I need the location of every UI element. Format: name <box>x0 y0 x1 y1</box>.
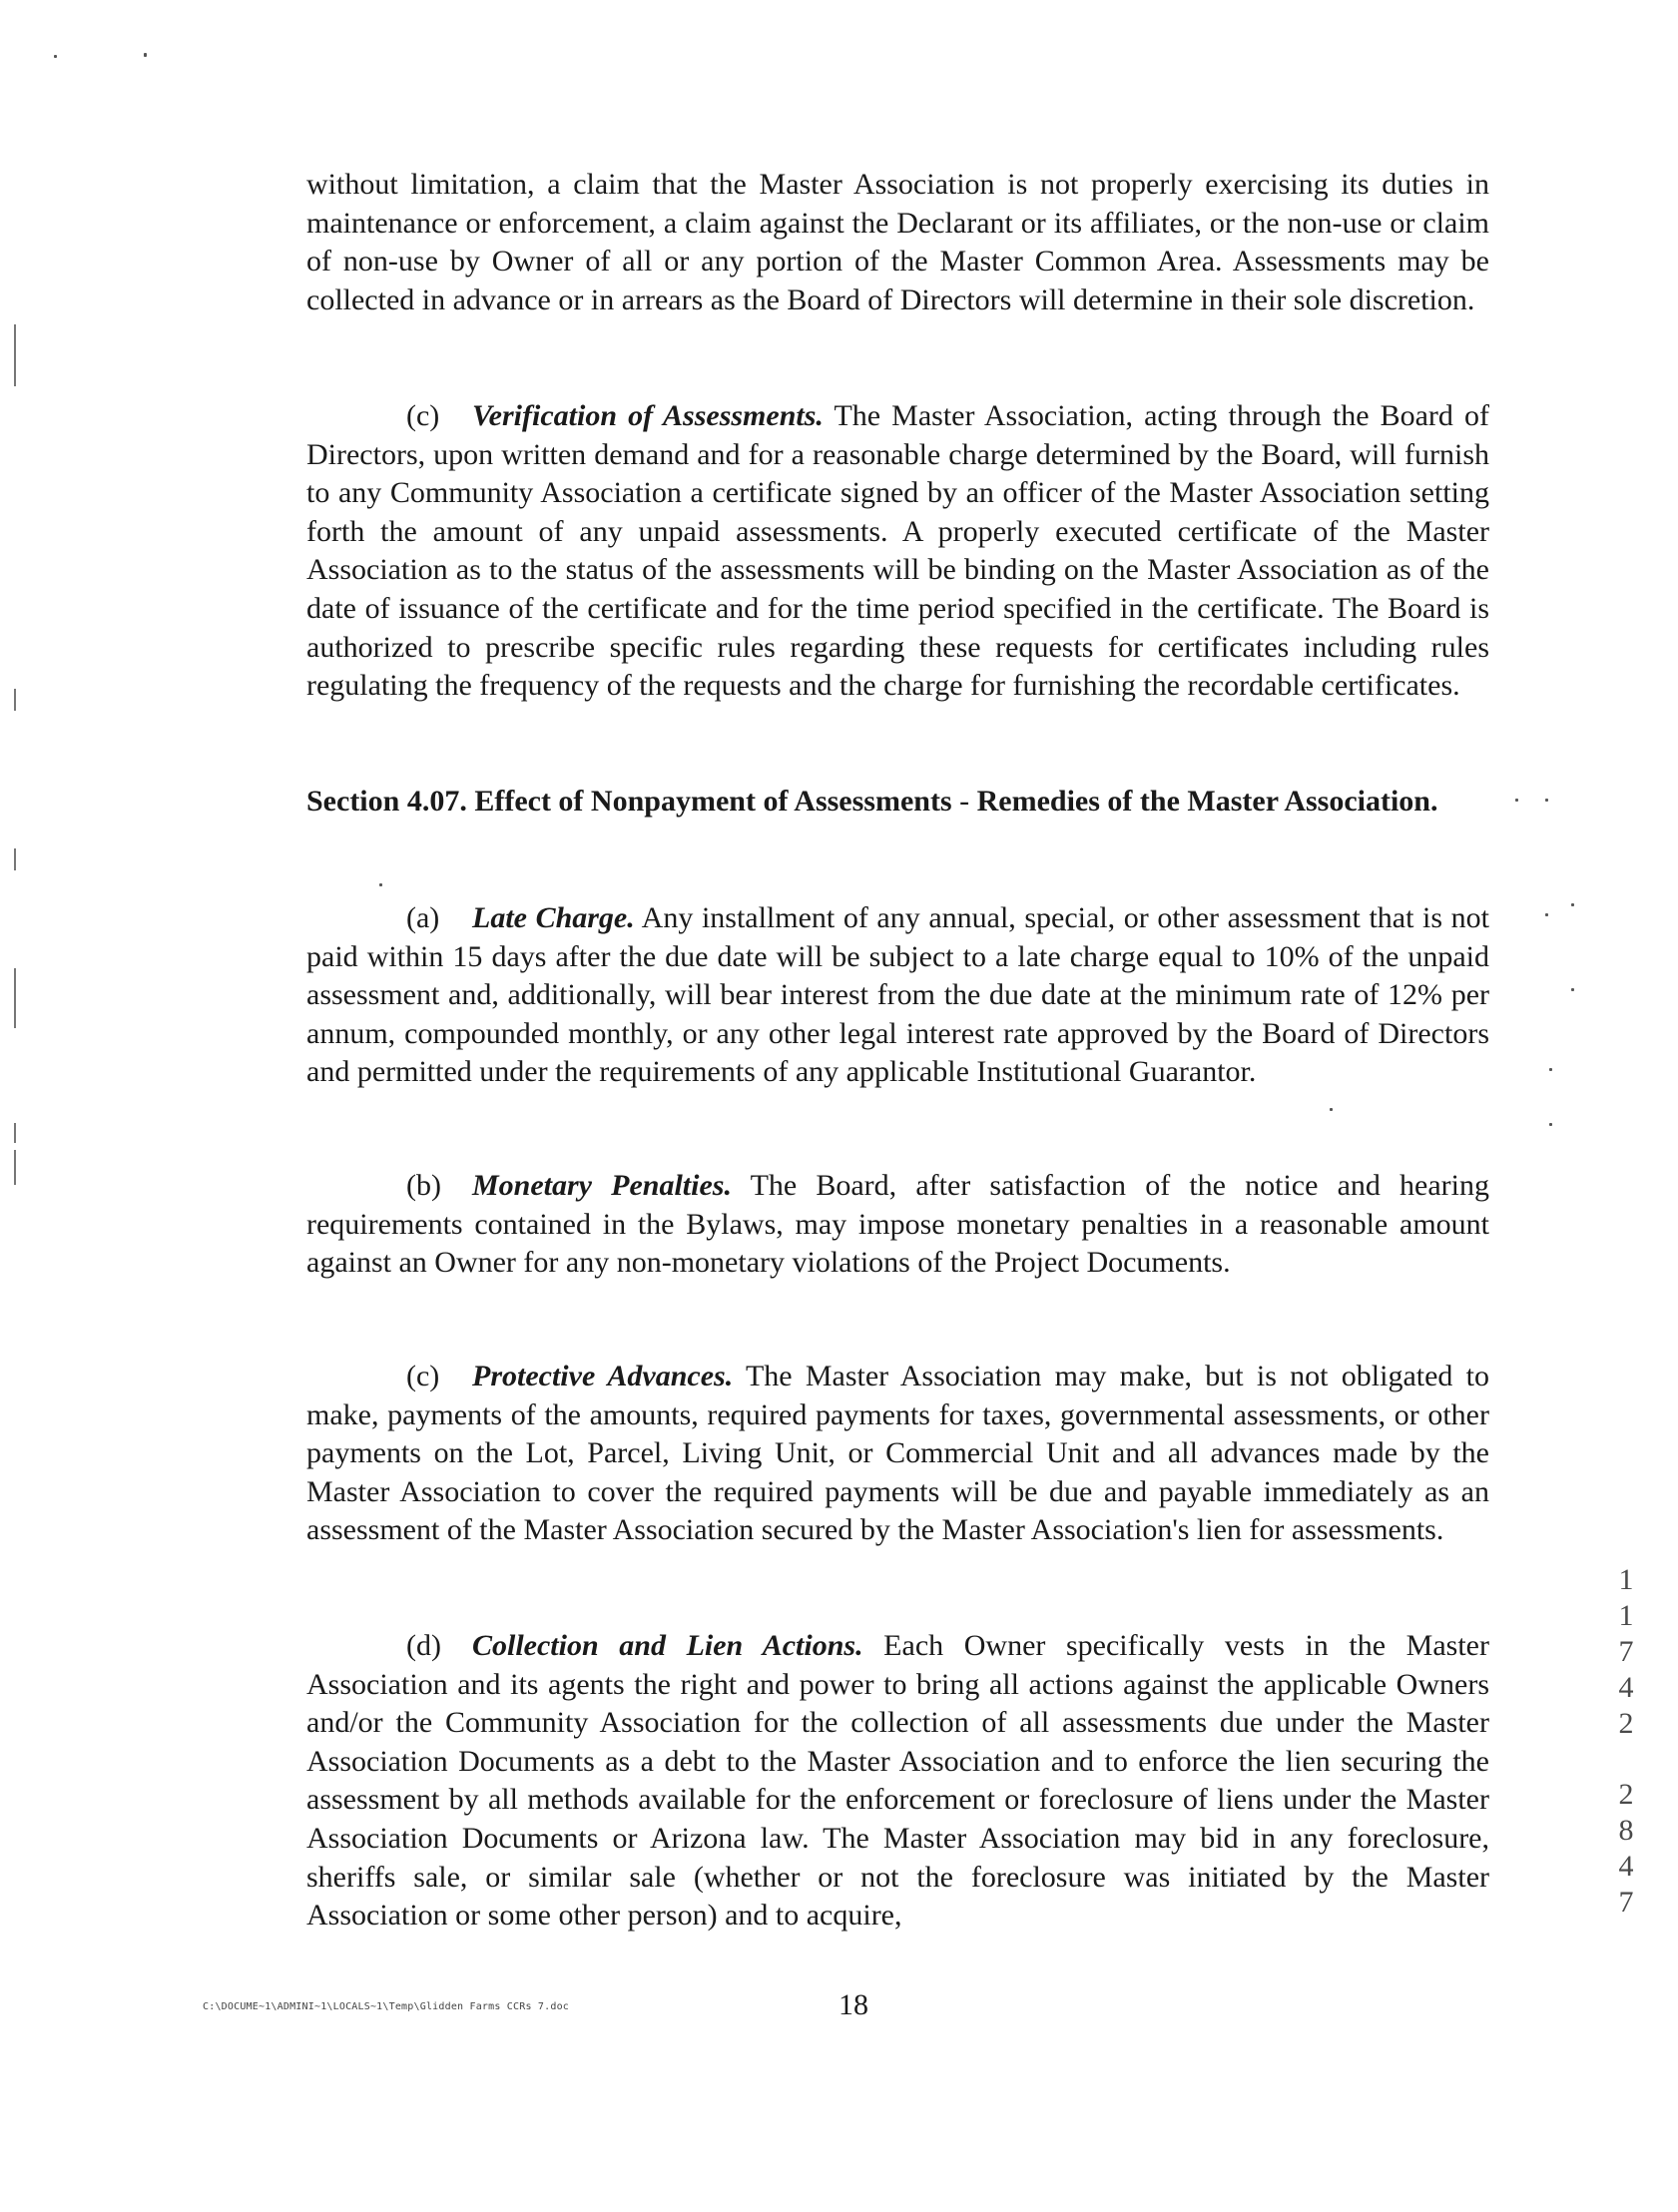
paragraph-protective-advances <box>306 1358 1489 1550</box>
paragraph-text: The Master Association may make, but is not obligated to make, payments of the amounts, required payments for taxes, governmental assessments, or other payments on the Lot, Parcel, Living Unit, or Commercial Unit and all advances made by the Master Association to cover the required payments will be due and payable immediately as an assessment of the Master Association secured by the Master Association's lien for assessments. <box>306 1360 1489 1547</box>
paragraph-letter: (d) <box>406 1629 441 1662</box>
stamp-digit: 2 <box>1618 1707 1634 1740</box>
stamp-digit: 4 <box>1618 1850 1634 1883</box>
scan-speck <box>54 55 57 58</box>
paragraph-text: The Board, after satisfaction of the notice and hearing requirements contained in the Bylaws, may impose monetary penalties in a reasonable amount against an Owner for any non-monetary violations of the Project Documents. <box>306 1169 1489 1280</box>
stamp-digit: 8 <box>1618 1814 1634 1847</box>
scan-speck <box>144 53 147 57</box>
scan-speck <box>1330 1108 1333 1111</box>
scan-margin-line <box>14 848 16 870</box>
paragraph-text: Any installment of any annual, special, or other assessment that is not paid within 15 days after the due date will be subject to a late charge equal to 10% of the unpaid assessment and, additionally, will bear interest from the due date at the minimum rate of 12% per annum, compounded monthly, or any other legal interest rate approved by the Board of Directors and permitted under the requirements of any applicable Institutional Guarantor. <box>306 901 1489 1089</box>
paragraph-collection-and-lien-actions <box>306 1627 1489 1936</box>
section-heading-dash: - <box>951 785 977 818</box>
recording-stamp-bottom <box>1611 1777 1641 1921</box>
paragraph-heading: Verification of Assessments. <box>472 399 824 432</box>
paragraph-letter: (c) <box>406 399 440 432</box>
scan-margin-line <box>14 324 16 386</box>
paragraph-heading: Monetary Penalties. <box>472 1169 732 1202</box>
paragraph-monetary-penalties <box>306 1167 1489 1283</box>
paragraph-text: Each Owner specifically vests in the Master Association and its agents the right and power to bring all actions against the applicable Owners and/or the Community Association for the collection of all assessments due under the Master Association Documents as a debt to the Master Association and to enforce the lien securing the assessment by all methods available for the enforcement or foreclosure of liens under the Master Association Documents or Arizona law. The Master Association may bid in any foreclosure, sheriffs sale, or similar sale (whether or not the foreclosure was initiated by the Master Association or some other person) and to acquire, <box>306 1629 1489 1933</box>
paragraph-heading: Late Charge. <box>472 901 635 934</box>
section-heading-part1: Section 4.07. Effect of Nonpayment of Assessments <box>306 785 952 818</box>
paragraph-letter: (c) <box>406 1360 440 1392</box>
scan-margin-line <box>14 1123 16 1143</box>
scan-margin-line <box>14 968 16 1028</box>
paragraph-letter: (b) <box>406 1169 441 1202</box>
scan-speck <box>1571 903 1574 906</box>
stamp-digit: 4 <box>1618 1671 1634 1704</box>
stamp-digit: 7 <box>1618 1635 1634 1668</box>
page-number: 18 <box>839 1988 868 2021</box>
paragraph-late-charge <box>306 899 1489 1092</box>
paragraph-text: The Master Association, acting through the Board of Directors, upon written demand and for a reasonable charge determined by the Board, will furnish to any Community Association a certificate signed by an officer of the Master Association setting forth the amount of any unpaid assessments. A properly executed certificate of the Master Association as to the status of the assessments will be binding on the Master Association as of the date of issuance of the certificate and for the time period specified in the certificate. The Board is authorized to prescribe specific rules regarding these requests for certificates including rules regulating the frequency of the requests and the charge for furnishing the recordable certificates. <box>306 399 1489 703</box>
scan-margin-line <box>14 1150 16 1185</box>
scan-speck <box>1545 799 1548 802</box>
scan-speck <box>1515 799 1518 802</box>
scan-margin-line <box>14 689 16 711</box>
paragraph-text: without limitation, a claim that the Master Association is not properly exercising its duties in maintenance or enforcement, a claim against the Declarant or its affiliates, or the non-use or claim of non-use by Owner of all or any portion of the Master Common Area. Assessments may be collected in advance or in arrears as the Board of Directors will determine in their sole discretion. <box>306 168 1489 316</box>
scan-speck <box>379 883 382 886</box>
stamp-digit: 7 <box>1618 1886 1634 1919</box>
stamp-digit: 1 <box>1618 1599 1634 1632</box>
scan-speck <box>1549 1068 1552 1071</box>
recording-stamp-top <box>1611 1562 1641 1742</box>
stamp-digit: 2 <box>1618 1778 1634 1811</box>
scan-speck <box>1571 988 1574 991</box>
paragraph-letter: (a) <box>406 901 440 934</box>
continuation-paragraph <box>306 166 1489 319</box>
scan-speck <box>1549 1123 1552 1126</box>
footer-file-path: C:\DOCUME~1\ADMINI~1\LOCALS~1\Temp\Glidden Farms CCRs 7.doc <box>203 2001 570 2012</box>
paragraph-heading: Protective Advances. <box>472 1360 734 1392</box>
section-heading <box>203 783 1490 822</box>
paragraph-heading: Collection and Lien Actions. <box>472 1629 863 1662</box>
stamp-digit: 1 <box>1618 1563 1634 1596</box>
scan-speck <box>1545 913 1548 916</box>
section-heading-part2: Remedies of the Master Association. <box>976 785 1438 818</box>
paragraph-verification-of-assessments <box>306 397 1489 706</box>
